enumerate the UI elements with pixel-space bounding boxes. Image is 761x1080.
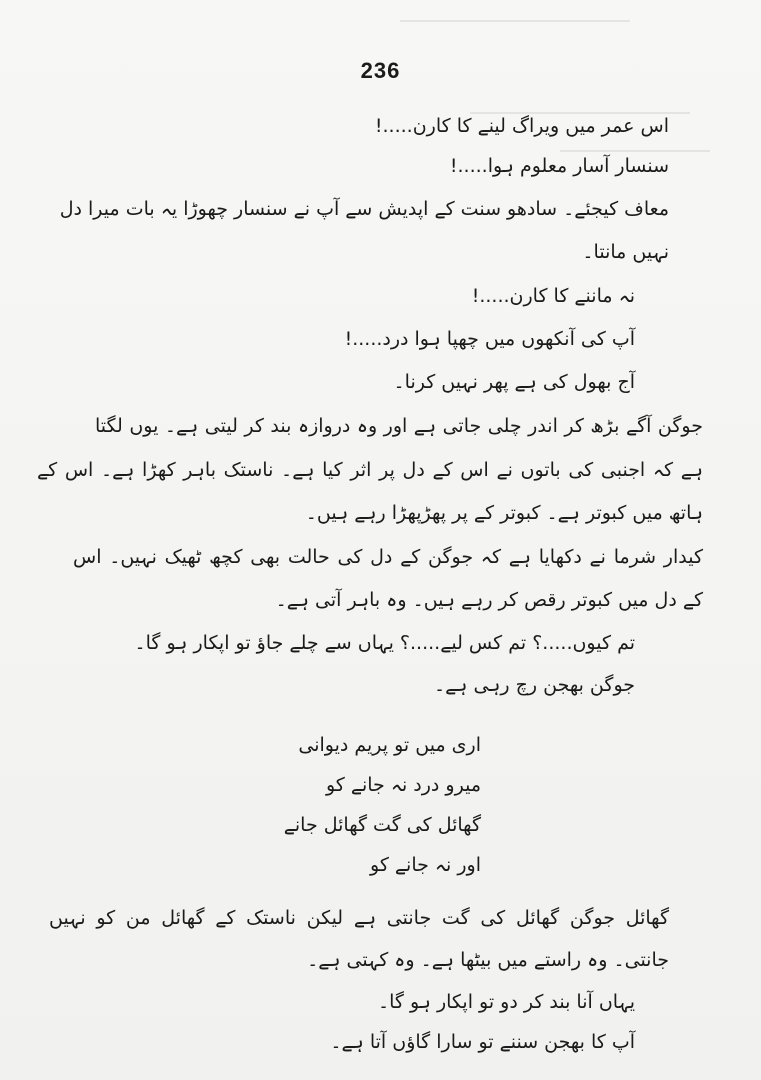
poem-line: گھائل کی گت گھائل جانے xyxy=(283,814,481,836)
text-line: اس عمر میں ویراگ لینے کا کارن.....! xyxy=(374,115,669,137)
text-line: تم کیوں.....؟ تم کس لیے.....؟ یہاں سے چلے جاؤ تو اپکار ہو گا۔ xyxy=(134,632,635,654)
show-through-mark xyxy=(560,150,710,152)
text-line: آپ کا بھجن سننے تو سارا گاؤں آتا ہے۔ xyxy=(330,1031,635,1053)
text-line: ہاتھ میں کبوتر ہے۔ کبوتر کے پر پھڑپھڑا رہے ہیں۔ xyxy=(305,502,703,524)
text-line: نہیں مانتا۔ xyxy=(582,241,669,263)
text-line: آپ کی آنکھوں میں چھپا ہوا درد.....! xyxy=(344,328,635,350)
page-number: 236 xyxy=(360,58,401,83)
text-line: نہ ماننے کا کارن.....! xyxy=(471,285,635,307)
text-line: کے دل میں کبوتر رقص کر رہے ہیں۔ وہ باہر آتی ہے۔ xyxy=(275,589,703,611)
text-line: کیدار شرما نے دکھایا ہے کہ جوگن کے دل کی حالت بھی کچھ ٹھیک نہیں۔ اس xyxy=(73,546,703,568)
text-line: معاف کیجئے۔ سادھو سنت کے اپدیش سے آپ نے سنسار چھوڑا یہ بات میرا دل xyxy=(59,198,669,220)
text-line: آج بھول کی ہے پھر نہیں کرنا۔ xyxy=(393,371,635,393)
text-line: ہے کہ اجنبی کی باتوں نے اس کے دل پر اثر کیا ہے۔ ناستک باہر کھڑا ہے۔ اس کے xyxy=(37,459,703,481)
poem-line: میرو درد نہ جانے کو xyxy=(325,774,481,796)
text-line: جانتی۔ وہ راستے میں بیٹھا ہے۔ وہ کہتی ہے۔ xyxy=(307,949,669,971)
text-line: گھائل جوگن گھائل کی گت جانتی ہے لیکن ناستک کے گھائل من کو نہیں xyxy=(49,907,669,929)
text-line: سنسار آسار معلوم ہوا.....! xyxy=(449,155,669,177)
poem-line: اور نہ جانے کو xyxy=(370,854,481,876)
text-line: جوگن آگے بڑھ کر اندر چلی جاتی ہے اور وہ دروازہ بند کر لیتی ہے۔ یوں لگتا xyxy=(95,415,703,437)
show-through-mark xyxy=(400,20,630,22)
text-line: جوگن بھجن رچ رہی ہے۔ xyxy=(434,674,635,696)
text-line: یہاں آنا بند کر دو تو اپکار ہو گا۔ xyxy=(377,991,635,1013)
poem-line: اری میں تو پریم دیوانی xyxy=(298,734,481,756)
